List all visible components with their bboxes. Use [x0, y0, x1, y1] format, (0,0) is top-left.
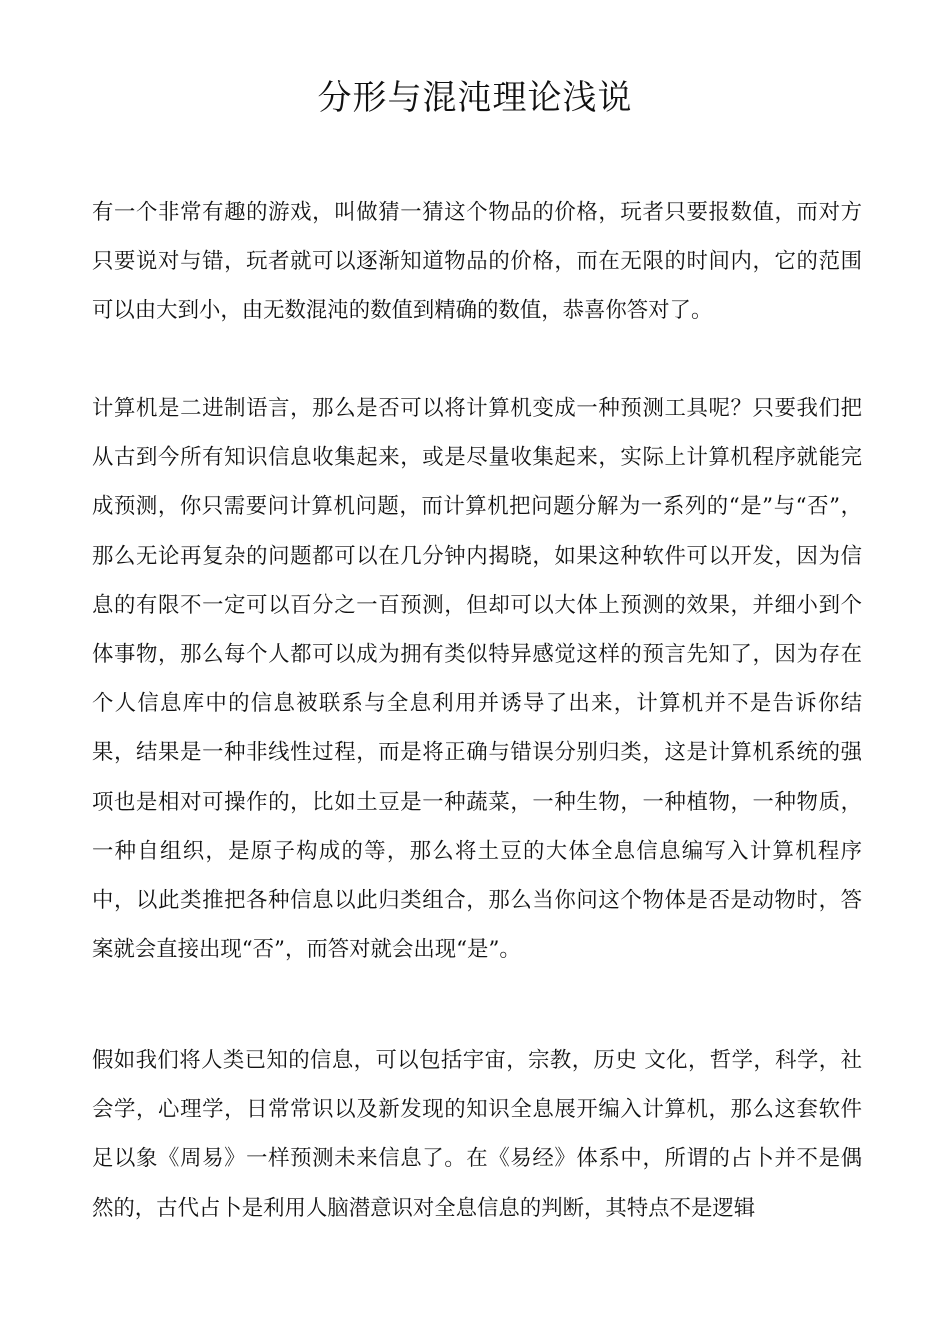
paragraph-1: 有一个非常有趣的游戏，叫做猜一猜这个物品的价格，玩者只要报数值，而对方只要说对与错，玩者就可以逐渐知道物品的价格，而在无限的时间内，它的范围可以由大到小，由无数混沌的数值到精确的数值，恭喜你答对了。 [92, 200, 862, 324]
document-title: 分形与混沌理论浅说 [317, 78, 633, 118]
paragraph-3: 假如我们将人类已知的信息，可以包括宇宙，宗教，历史 文化，哲学，科学，社会学，心理学，日常常识以及新发现的知识全息展开编入计算机，那么这套软件足以象《周易》一样预测未来信息了。在《易经》体系中，所谓的占卜并不是偶然的，古代占卜是利用人脑潜意识对全息信息的判断，其特点不是逻辑 [92, 1048, 862, 1221]
paragraph-2: 计算机是二进制语言，那么是否可以将计算机变成一种预测工具呢？只要我们把从古到今所有知识信息收集起来，或是尽量收集起来，实际上计算机程序就能完成预测，你只需要问计算机问题，而计算机把问题分解为一系列的“是”与“否”，那么无论再复杂的问题都可以在几分钟内揭晓，如果这种软件可以开发，因为信息的有限不一定可以百分之一百预测，但却可以大体上预测的效果，并细小到个体事物，那么每个人都可以成为拥有类似特异感觉这样的预言先知了，因为存在个人信息库中的信息被联系与全息利用并诱导了出来，计算机并不是告诉你结果，结果是一种非线性过程，而是将正确与错误分别归类，这是计算机系统的强项也是相对可操作的，比如土豆是一种蔬菜，一种生物，一种植物，一种物质，一种自组织，是原子构成的等，那么将土豆的大体全息信息编写入计算机程序中，以此类推把各种信息以此归类组合，那么当你问这个物体是否是动物时，答案就会直接出现“否”，而答对就会出现“是”。 [92, 396, 862, 963]
